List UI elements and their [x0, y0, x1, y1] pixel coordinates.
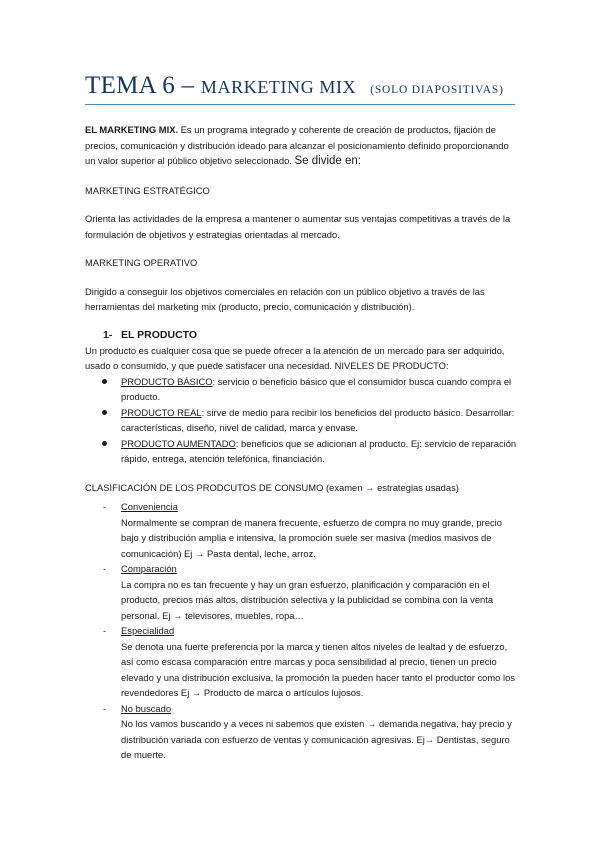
intro-big-text: Se divide en:	[294, 155, 362, 167]
page-title	[85, 72, 515, 100]
operativo-text: Dirigido a conseguir los objetivos comerciales en relación con un público objetivo a través de las herramientas del marketing mix (producto, precio, comunicación y distribución).	[85, 285, 485, 312]
category-desc: Normalmente se compran de manera frecuente, esfuerzo de compra no muy grande, precio bajo y distribución amplia e intensiva, la promoción suele ser masiva (medios masivos de comunicación) Ej → Pasta dental, leche, arroz.	[121, 516, 502, 559]
title-main: MARKETING MIX	[200, 77, 357, 97]
level-desc: : servicio o beneficio básico que el consumidor busca cuando compra el producto.	[121, 375, 512, 402]
producto-heading	[85, 328, 517, 343]
producto-text: Un producto es cualquier cosa que se puede ofrecer a la atención de un mercado para ser adquirido, usado o consumido, y que puede satisfacer una necesidad. NIVELES DE PRODUCTO:	[85, 344, 505, 371]
title-underline	[85, 104, 515, 105]
bullet-icon	[102, 441, 107, 446]
dash-marker: -	[103, 501, 107, 512]
intro-paragraph	[85, 122, 517, 170]
dash-marker: -	[103, 625, 107, 636]
list-item	[85, 436, 517, 467]
bullet-icon	[102, 379, 107, 384]
level-term: PRODUCTO AUMENTADO	[121, 437, 236, 449]
producto-title: EL PRODUCTO	[121, 328, 198, 341]
document-body	[85, 122, 517, 763]
category-desc: No los vamos buscando y a veces ni sabemos que existen → demanda negativa, hay precio y distribución variada con esfuerzo de ventas y comunicación agresivas. Ej→ Dentistas, seguro de muerte.	[121, 718, 512, 760]
dash-marker: -	[103, 563, 107, 574]
estrategico-heading: MARKETING ESTRATÉGICO	[85, 184, 210, 196]
list-item	[85, 499, 517, 561]
category-term: Conveniencia	[121, 501, 178, 512]
title-note: (SOLO DIAPOSITIVAS)	[370, 84, 504, 96]
level-desc: : sirve de medio para recibir los beneficios del producto básico. Desarrollar: características, diseño, nivel de calidad, marca y envase.	[121, 406, 515, 433]
list-item	[85, 374, 517, 405]
producto-levels-list	[85, 374, 517, 467]
dash-marker: -	[103, 702, 107, 714]
list-item	[85, 561, 517, 623]
list-item	[85, 623, 517, 701]
clasificacion-heading: CLASIFICACIÓN DE LOS PRODCUTOS DE CONSUMO (examen → estrategias usadas)	[85, 481, 459, 493]
intro-bold: EL MARKETING MIX.	[85, 124, 179, 135]
intro-text: Es un programa integrado y coherente de creación de productos, fijación de precios, comunicación y distribución ideado para alcanzar el posicionamiento definido proporcionando un valor superior al público objetivo seleccionado.	[85, 124, 509, 166]
operativo-heading: MARKETING OPERATIVO	[85, 257, 198, 268]
category-desc: Se denota una fuerte preferencia por la marca y tienen altos niveles de lealtad y de esfuerzo, así como escasa comparación entre marcas y poca sensibilidad al precio, tienen un precio elevado y una distribución exclusiva, la promoción la pueden hacer tanto el productor como los revendedores Ej → Producto de marca o artículos lujosos.	[121, 640, 515, 698]
category-term: Comparación	[121, 563, 177, 574]
category-desc: La compra no es tan frecuente y hay un gran esfuerzo, planificación y comparación en el producto, precios más altos, distribución selectiva y la publicidad se combina con la venta personal. Ej → televisores, muebles, ropa…	[121, 578, 494, 621]
level-term: PRODUCTO BÁSICO	[121, 375, 213, 387]
category-term: Especialidad	[121, 625, 175, 636]
bullet-icon	[102, 410, 107, 415]
category-term: No buscado	[121, 702, 172, 714]
list-item	[85, 405, 517, 436]
clasificacion-list	[85, 499, 517, 763]
title-topic: TEMA 6 –	[85, 72, 201, 99]
estrategico-text: Orienta las actividades de la empresa a mantener o aumentar sus ventajas competitivas a través de la formulación de objetivos y estrategias orientadas al mercado.	[85, 213, 511, 240]
producto-number: 1-	[103, 328, 113, 341]
level-term: PRODUCTO REAL	[121, 406, 202, 418]
list-item	[85, 701, 517, 763]
level-desc: : beneficios que se adicionan al producto. Ej: servicio de reparación rápido, entrega, atención telefónica, financiación.	[121, 437, 517, 464]
